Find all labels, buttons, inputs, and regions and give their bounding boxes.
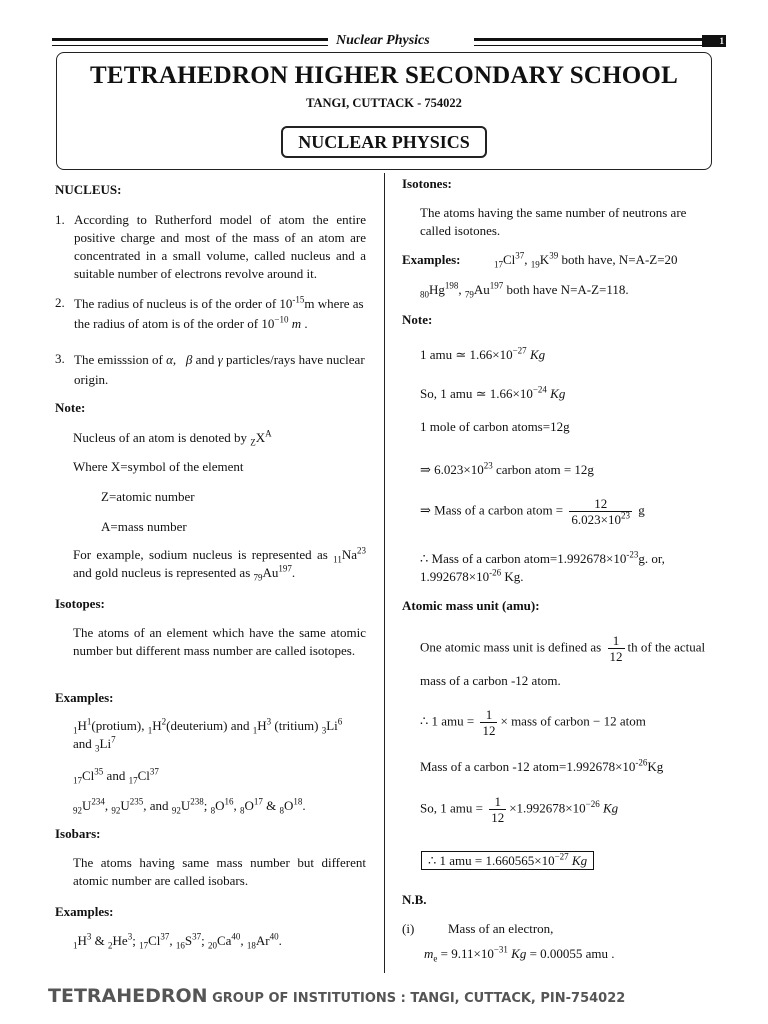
h3: H bbox=[257, 718, 267, 733]
electron-sub: e bbox=[433, 953, 438, 964]
therefore-text-b: g. or, bbox=[638, 551, 665, 566]
h1-name: (protium), bbox=[91, 718, 148, 733]
it-text2: both have N=A-Z=118. bbox=[503, 282, 629, 297]
it-text1: both have, N=A-Z=20 bbox=[558, 252, 678, 267]
amu-eq-den: 12 bbox=[482, 723, 496, 738]
isotone-examples-heading: Examples: bbox=[402, 252, 461, 267]
c12-mass-exp: -26 bbox=[635, 757, 648, 768]
example-text-b: and gold nucleus is represented as bbox=[73, 565, 254, 580]
point-2-text: The radius of nucleus is of the order of $10^{-15}m$ where as the radius of atom is of the order of $10^{-10}$ m . bbox=[74, 294, 364, 331]
ib-h3-sub: 1 bbox=[73, 940, 78, 951]
ib-ca40-sub: 20 bbox=[207, 940, 217, 951]
amu1-exp: −27 bbox=[512, 345, 527, 356]
it-cl-sub: 17 bbox=[494, 259, 503, 270]
h3-sub: 1 bbox=[252, 725, 258, 736]
point-2-number: 2. bbox=[55, 295, 65, 310]
isotones-definition: The atoms having the same number of neutrons are called isotones. bbox=[420, 205, 687, 238]
o17-sub: 8 bbox=[239, 805, 245, 816]
electron-mass-equation bbox=[424, 945, 615, 963]
u235: U bbox=[120, 798, 130, 813]
note-line-4: A=mass number bbox=[101, 519, 187, 534]
it-k-sub: 19 bbox=[530, 259, 540, 270]
it-au: Au bbox=[473, 282, 490, 297]
it-k: K bbox=[539, 252, 550, 267]
h2-sub: 1 bbox=[147, 725, 153, 736]
electron-unit: Kg bbox=[511, 946, 527, 961]
header-rule-left-thick bbox=[52, 38, 328, 41]
li7-sup: 7 bbox=[111, 734, 116, 745]
electron-text-c: = 0.00055 amu . bbox=[526, 946, 615, 961]
ib-he3-sup: 3 bbox=[127, 931, 133, 942]
column-divider bbox=[384, 173, 385, 973]
u238-sup: 238 bbox=[190, 796, 204, 807]
o16-sub: 8 bbox=[210, 805, 216, 816]
page-number: 1 bbox=[702, 35, 726, 47]
amu2-unit: Kg bbox=[550, 386, 566, 401]
note-line-2: Where X=symbol of the element bbox=[73, 459, 244, 474]
boxed-exp: −27 bbox=[554, 851, 569, 862]
isobar-examples-heading: Examples: bbox=[55, 904, 114, 919]
amu-definition bbox=[420, 633, 720, 664]
o-sep4: , bbox=[233, 798, 240, 813]
u234: U bbox=[82, 798, 92, 813]
amu-eq-fraction bbox=[480, 707, 497, 738]
it-hg: Hg bbox=[429, 282, 445, 297]
h2-name: (deuterium) and bbox=[166, 718, 253, 733]
nb-item-number: (i) bbox=[402, 921, 415, 936]
o17: O bbox=[244, 798, 254, 813]
amu-def-den: 12 bbox=[609, 649, 623, 664]
footer-text: GROUP OF INSTITUTIONS : TANGI, CUTTACK, PIN-754022 bbox=[207, 991, 626, 1006]
so-eq-exp: −26 bbox=[585, 799, 600, 810]
p2-text-a: The radius of nucleus is of the order of 10 bbox=[74, 296, 293, 311]
amu-def-text-a: One atomic mass unit is defined as bbox=[420, 639, 605, 655]
p3-text-b: particles/rays have nuclear origin. bbox=[74, 352, 365, 387]
it-cl: Cl bbox=[503, 252, 516, 267]
isotone-example-2 bbox=[420, 281, 629, 299]
au-sup: 197 bbox=[278, 563, 292, 574]
p2-ten: 10 bbox=[261, 316, 275, 331]
li6-sup: 6 bbox=[337, 716, 343, 727]
au-symbol: Au bbox=[262, 565, 279, 580]
au-sub: 79 bbox=[253, 572, 263, 583]
so-eq-den: 12 bbox=[491, 810, 505, 825]
amu2-so: So, bbox=[420, 386, 441, 401]
it-sep2: , bbox=[458, 282, 465, 297]
ib-s37-sub: 16 bbox=[175, 940, 185, 951]
it-sep1: , bbox=[524, 252, 531, 267]
ib-ar40: Ar bbox=[255, 933, 270, 948]
nucleus-heading: NUCLEUS: bbox=[55, 182, 122, 197]
so-eq-num: 1 bbox=[489, 794, 506, 810]
point-1-number: 1. bbox=[55, 212, 65, 227]
ib-cl37-sup: 37 bbox=[160, 931, 170, 942]
boxed-result-frame bbox=[421, 851, 594, 870]
u235-sub: 92 bbox=[111, 805, 121, 816]
isotope-example-chlorine bbox=[73, 767, 159, 785]
amu-approx-line-1 bbox=[420, 346, 545, 364]
mass-c-den bbox=[569, 512, 632, 527]
amu-equation bbox=[420, 707, 646, 738]
ib-ca40: Ca bbox=[216, 933, 232, 948]
h1-sub: 1 bbox=[73, 725, 78, 736]
p2-text-b: m where as the radius of atom is of the order of bbox=[74, 296, 364, 331]
mole-line: 1 mole of carbon atoms=12g bbox=[420, 419, 570, 434]
ib-amp: & bbox=[91, 933, 109, 948]
beta-symbol: β bbox=[185, 352, 193, 367]
ib-sep1: ; bbox=[132, 933, 140, 948]
therefore-text-d: Kg. bbox=[501, 569, 524, 584]
isotones-heading: Isotones: bbox=[402, 176, 452, 191]
na-sub: 11 bbox=[333, 554, 342, 565]
o18-sub: 8 bbox=[279, 805, 284, 816]
h3-sup: 3 bbox=[266, 716, 272, 727]
ib-ca40-sup: 40 bbox=[231, 931, 241, 942]
nb-heading: N.B. bbox=[402, 892, 427, 907]
it-hg-sub: 80 bbox=[420, 289, 429, 300]
o-end: . bbox=[302, 798, 306, 813]
isobars-heading: Isobars: bbox=[55, 826, 101, 841]
alpha-symbol: α, bbox=[166, 352, 177, 367]
o18: O bbox=[283, 798, 294, 813]
p3-text-a: The emisssion of bbox=[74, 352, 167, 367]
cl37: Cl bbox=[137, 768, 150, 783]
header-rule-right-thick bbox=[474, 38, 702, 41]
school-address: TANGI, CUTTACK - 754022 bbox=[306, 96, 462, 110]
u238-sub: 92 bbox=[171, 805, 181, 816]
therefore-exp2: -26 bbox=[489, 567, 502, 578]
o16: O bbox=[215, 798, 225, 813]
ib-cl37-sub: 17 bbox=[139, 940, 149, 951]
li7-sub: 3 bbox=[95, 743, 100, 754]
ib-s37: S bbox=[184, 933, 193, 948]
mass-c-den-text: 6.023×10 bbox=[571, 512, 621, 527]
p3-and: and bbox=[192, 352, 218, 367]
li6: Li bbox=[326, 718, 338, 733]
cl-and: and bbox=[103, 768, 129, 783]
nb-item-text: Mass of an electron, bbox=[448, 921, 554, 936]
it-k-sup: 39 bbox=[549, 250, 559, 261]
therefore-text-a: ∴ Mass of a carbon atom=1.992678×10 bbox=[420, 551, 627, 566]
u-sep3: ; bbox=[203, 798, 211, 813]
it-hg-sup: 198 bbox=[444, 280, 459, 291]
ib-s37-sup: 37 bbox=[192, 931, 202, 942]
mass-c-fraction bbox=[569, 496, 632, 527]
isobars-definition: The atoms having same mass number but different atomic number are called isobars. bbox=[73, 855, 366, 888]
mass-carbon-equation bbox=[420, 496, 645, 527]
p2-exp1: -15 bbox=[292, 294, 305, 305]
na-sup: 23 bbox=[357, 545, 366, 556]
h1-sup: 1 bbox=[86, 716, 92, 727]
it-au-sub: 79 bbox=[464, 289, 474, 300]
u238: U bbox=[180, 798, 191, 813]
note-line-1-text: Nucleus of an atom is denoted by bbox=[73, 430, 251, 445]
header-rule-right-thin bbox=[474, 45, 702, 46]
h1: H bbox=[77, 718, 87, 733]
isotopes-definition: The atoms of an element which have the same atomic number but different mass number are called isotopes. bbox=[73, 625, 366, 658]
boxed-unit: Kg bbox=[571, 853, 588, 868]
header-rule-left-thin bbox=[52, 45, 328, 46]
so-eq-text-b: ×1.992678×10 bbox=[509, 800, 586, 816]
note-heading: Note: bbox=[55, 400, 86, 415]
li6-sub: 3 bbox=[321, 725, 327, 736]
point-1-text: According to Rutherford model of atom the entire positive charge and most of the mass of an atom are concentrated in a small volume, called nucleus and a suitable number of electrons revolve around it. bbox=[74, 212, 366, 281]
o-sep5: & bbox=[262, 798, 280, 813]
boxed-result bbox=[421, 852, 594, 870]
amu-def-fraction bbox=[608, 633, 625, 664]
ib-sep2: , bbox=[169, 933, 176, 948]
electron-m: m bbox=[424, 946, 434, 961]
mass-c-num: 12 bbox=[569, 496, 632, 512]
example-text-a: For example, sodium nucleus is represented as bbox=[73, 547, 334, 562]
cl35-sup: 35 bbox=[94, 766, 104, 777]
note-line-3: Z=atomic number bbox=[101, 489, 195, 504]
h2-sup: 2 bbox=[161, 716, 167, 727]
ib-h3-sup: 3 bbox=[86, 931, 92, 942]
avogadro-text-a: ⇒ 6.023×10 bbox=[420, 462, 484, 477]
isobar-examples bbox=[73, 932, 282, 950]
ib-h3: H bbox=[77, 933, 87, 948]
boxed-text: ∴ 1 amu = 1.660565×10 bbox=[428, 853, 555, 868]
isotope-example-uranium-oxygen bbox=[73, 797, 306, 815]
o17-sup: 17 bbox=[253, 796, 263, 807]
mass-c-unit: g bbox=[634, 502, 645, 518]
amu-heading: Atomic mass unit (amu): bbox=[402, 598, 540, 613]
c12-mass-line bbox=[420, 758, 663, 776]
note-example bbox=[73, 546, 366, 582]
so-eq-fraction bbox=[489, 794, 506, 825]
amu1-text: 1 amu ≃ 1.66×10 bbox=[420, 347, 513, 362]
amu-eq-text-a: ∴ 1 amu = bbox=[420, 713, 478, 729]
avogadro-exp: 23 bbox=[483, 460, 493, 471]
amu-def-num: 1 bbox=[608, 633, 625, 649]
p2-unit: m bbox=[291, 316, 302, 331]
mass-c-den-exp: 23 bbox=[620, 510, 630, 521]
amu-eq-num: 1 bbox=[480, 707, 497, 723]
isotone-example-1 bbox=[494, 251, 678, 269]
h3-name: (tritium) bbox=[271, 718, 322, 733]
cl35: Cl bbox=[82, 768, 95, 783]
p2-exp2: −10 bbox=[274, 314, 289, 325]
electron-text-b: = 9.11×10 bbox=[437, 946, 494, 961]
ib-sep4: , bbox=[240, 933, 247, 948]
note-x: X bbox=[255, 430, 266, 445]
avogadro-text-b: carbon atom = 12g bbox=[492, 462, 594, 477]
u-sep2: , and bbox=[143, 798, 172, 813]
point-3-text bbox=[74, 350, 368, 390]
gamma-symbol: γ bbox=[217, 352, 223, 367]
therefore-mass-carbon bbox=[420, 550, 720, 586]
so-eq-text-a: 1 amu = bbox=[440, 800, 487, 816]
avogadro-line bbox=[420, 461, 594, 479]
ib-cl37: Cl bbox=[148, 933, 161, 948]
ib-he3: He bbox=[112, 933, 128, 948]
u234-sub: 92 bbox=[73, 805, 82, 816]
example-period: . bbox=[291, 565, 296, 580]
ib-ar40-sup: 40 bbox=[269, 931, 279, 942]
cl35-sub: 17 bbox=[73, 775, 82, 786]
cl37-sub: 17 bbox=[128, 775, 138, 786]
h2: H bbox=[152, 718, 162, 733]
electron-exp: −31 bbox=[493, 944, 508, 955]
isotope-example-hydrogen bbox=[73, 717, 373, 753]
amu-definition-line-2: mass of a carbon -12 atom. bbox=[420, 673, 561, 688]
mass-c-prefix: ⇒ Mass of a carbon atom = bbox=[420, 502, 567, 518]
note-a-sup: A bbox=[265, 428, 272, 439]
li7: Li bbox=[99, 736, 112, 751]
amu-eq-text-b: × mass of carbon − 12 atom bbox=[500, 713, 646, 729]
na-symbol: Na bbox=[341, 547, 357, 562]
note-z-sub: Z bbox=[250, 437, 256, 448]
ib-he3-sub: 2 bbox=[108, 940, 113, 951]
so-eq-so: So, bbox=[420, 800, 441, 816]
it-au-sup: 197 bbox=[489, 280, 504, 291]
u-sep1: , bbox=[104, 798, 112, 813]
ib-end: . bbox=[278, 933, 282, 948]
amu2-text: 1 amu ≃ 1.66×10 bbox=[440, 386, 533, 401]
point-3-number: 3. bbox=[55, 351, 65, 366]
note-line-1 bbox=[73, 429, 272, 447]
amu2-exp: −24 bbox=[532, 384, 547, 395]
amu-approx-line-2 bbox=[420, 385, 565, 403]
running-title: Nuclear Physics bbox=[336, 33, 430, 48]
therefore-text-c: 1.992678×10 bbox=[420, 569, 490, 584]
u234-sup: 234 bbox=[91, 796, 105, 807]
cl37-sup: 37 bbox=[149, 766, 159, 777]
li-and: and bbox=[73, 736, 96, 751]
o16-sup: 16 bbox=[224, 796, 234, 807]
so-amu-equation bbox=[420, 794, 618, 825]
o18-sup: 18 bbox=[293, 796, 303, 807]
ib-ar40-sub: 18 bbox=[246, 940, 256, 951]
isotope-examples-heading: Examples: bbox=[55, 690, 114, 705]
ib-sep3: ; bbox=[201, 933, 208, 948]
so-eq-unit: Kg bbox=[602, 800, 619, 816]
amu-def-text-b: th of the actual bbox=[627, 639, 706, 655]
subject-title: NUCLEAR PHYSICS bbox=[281, 126, 487, 158]
c12-mass-text: Mass of a carbon -12 atom=1.992678×10 bbox=[420, 759, 636, 774]
therefore-exp1: -23 bbox=[626, 549, 639, 560]
school-name: TETRAHEDRON HIGHER SECONDARY SCHOOL bbox=[90, 62, 678, 89]
amu1-unit: Kg bbox=[529, 347, 546, 362]
right-note-heading: Note: bbox=[402, 312, 433, 327]
footer bbox=[48, 985, 625, 1007]
footer-brand: TETRAHEDRON bbox=[48, 985, 208, 1007]
isotopes-heading: Isotopes: bbox=[55, 596, 105, 611]
it-cl-sup: 37 bbox=[515, 250, 525, 261]
c12-mass-unit: Kg bbox=[647, 759, 664, 774]
u235-sup: 235 bbox=[129, 796, 144, 807]
